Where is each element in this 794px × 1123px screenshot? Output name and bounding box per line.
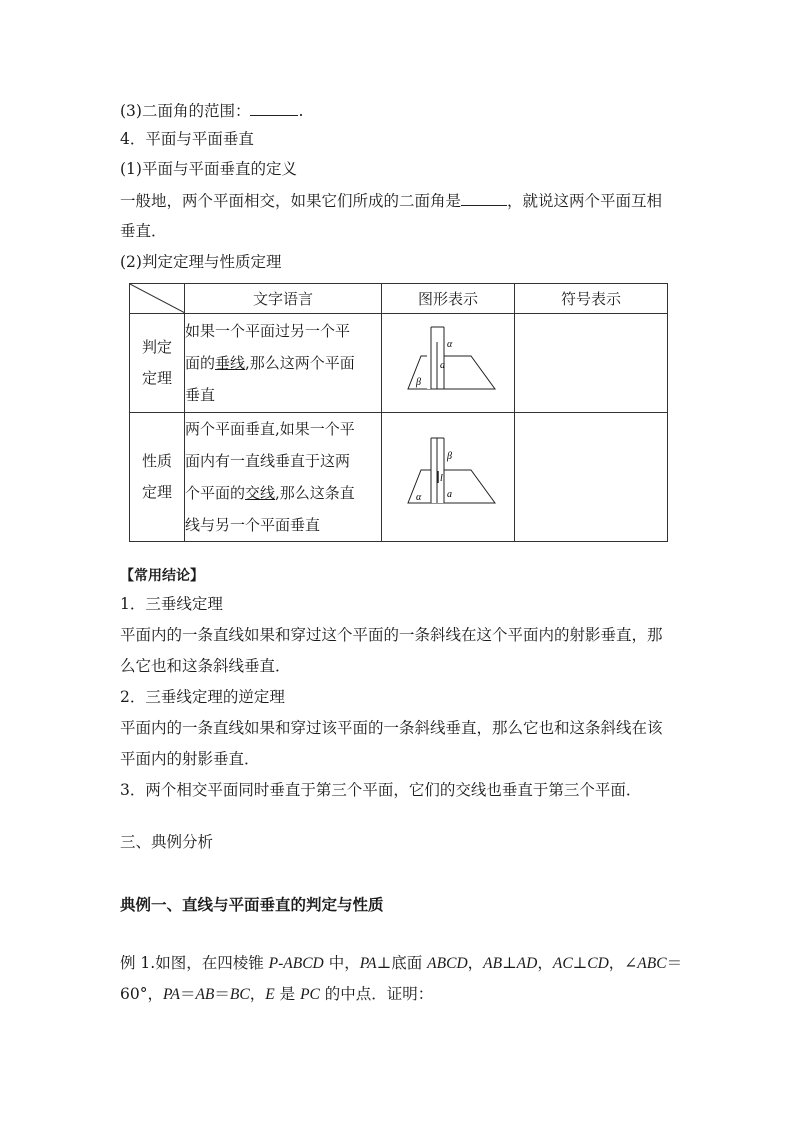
theorem-table — [129, 283, 668, 542]
section-heading: 4．平面与平面垂直 — [120, 130, 254, 148]
property-symbol-cell — [515, 413, 668, 542]
row-head-judgement: 判定 定理 — [130, 314, 185, 413]
label-beta: β — [416, 377, 421, 388]
table-header-row — [130, 284, 668, 314]
diagonal-header-cell — [130, 284, 185, 314]
conclusion-2-title: 2．三垂线定理的逆定理 — [120, 688, 285, 706]
diagonal-line — [130, 284, 185, 313]
property-figure — [382, 413, 514, 537]
example-type-title: 典例一、直线与平面垂直的判定与性质 — [120, 895, 384, 914]
conclusion-1-body: 平面内的一条直线如果和穿过这个平面的一条斜线在这个平面内的射影垂直，那 — [120, 626, 663, 644]
label-l: l — [440, 473, 443, 484]
answer-blank — [461, 190, 507, 206]
conclusion-2-body: 平面内的一条直线如果和穿过该平面的一条斜线垂直，那么它也和这条斜线在该 — [120, 719, 663, 737]
row-head-property: 性质 定理 — [130, 413, 185, 542]
example-1-line-2: 60°，PA＝AB＝BC，E 是 PC 的中点．证明： — [120, 985, 434, 1003]
property-text: 两个平面垂直,如果一个平 面内有一直线垂直于这两 个平面的交线,那么这条直 线与另一个平面垂直 — [185, 413, 382, 542]
conclusion-2-body-2: 平面内的射影垂直． — [120, 750, 260, 768]
definition-line-2: 垂直． — [120, 222, 167, 240]
conclusion-3: 3．两个相交平面同时垂直于第三个平面，它们的交线也垂直于第三个平面． — [120, 781, 642, 799]
header-text-language: 文字语言 — [185, 284, 382, 314]
horizontal-plane — [408, 356, 495, 389]
table-row-judgement — [130, 314, 668, 413]
judgement-text: 如果一个平面过另一个平 面的垂线,那么这两个平面 垂直 — [185, 314, 382, 413]
range-line — [120, 100, 303, 121]
conclusion-1-body-2: 么它也和这条斜线垂直． — [120, 657, 291, 675]
conclusion-1-title: 1．三垂线定理 — [120, 595, 223, 613]
label-alpha: α — [447, 339, 453, 350]
property-figure-cell — [382, 413, 515, 542]
range-suffix: . — [298, 102, 304, 120]
definition-line — [120, 190, 662, 211]
label-a: a — [447, 489, 452, 500]
judgement-symbol-cell — [515, 314, 668, 413]
conclusions-title: 【常用结论】 — [120, 568, 204, 584]
judgement-figure — [382, 314, 514, 408]
label-alpha: α — [416, 492, 422, 503]
definition-text: 一般地，两个平面相交，如果它们所成的二面角是 — [120, 192, 462, 210]
example-1-line-1: 例 1.如图，在四棱锥 P-ABCD 中，PA⊥底面 ABCD，AB⊥AD，AC⊥CD，∠ABC＝ — [120, 954, 683, 972]
section-3-title: 三、典例分析 — [120, 833, 214, 851]
judgement-figure-cell — [382, 314, 515, 413]
table-row-property — [130, 413, 668, 542]
vertical-plane-fill — [427, 327, 444, 389]
answer-blank — [250, 100, 298, 116]
header-figure: 图形表示 — [382, 284, 515, 314]
label-beta: β — [447, 451, 452, 462]
label-a: a — [440, 360, 445, 371]
subsection-heading: (1)平面与平面垂直的定义 — [120, 160, 297, 178]
range-text: (3)二面角的范围： — [120, 102, 251, 120]
header-symbol: 符号表示 — [515, 284, 668, 314]
subsection-heading-2: (2)判定定理与性质定理 — [120, 253, 282, 271]
definition-suffix: ，就说这两个平面互相 — [507, 192, 663, 210]
